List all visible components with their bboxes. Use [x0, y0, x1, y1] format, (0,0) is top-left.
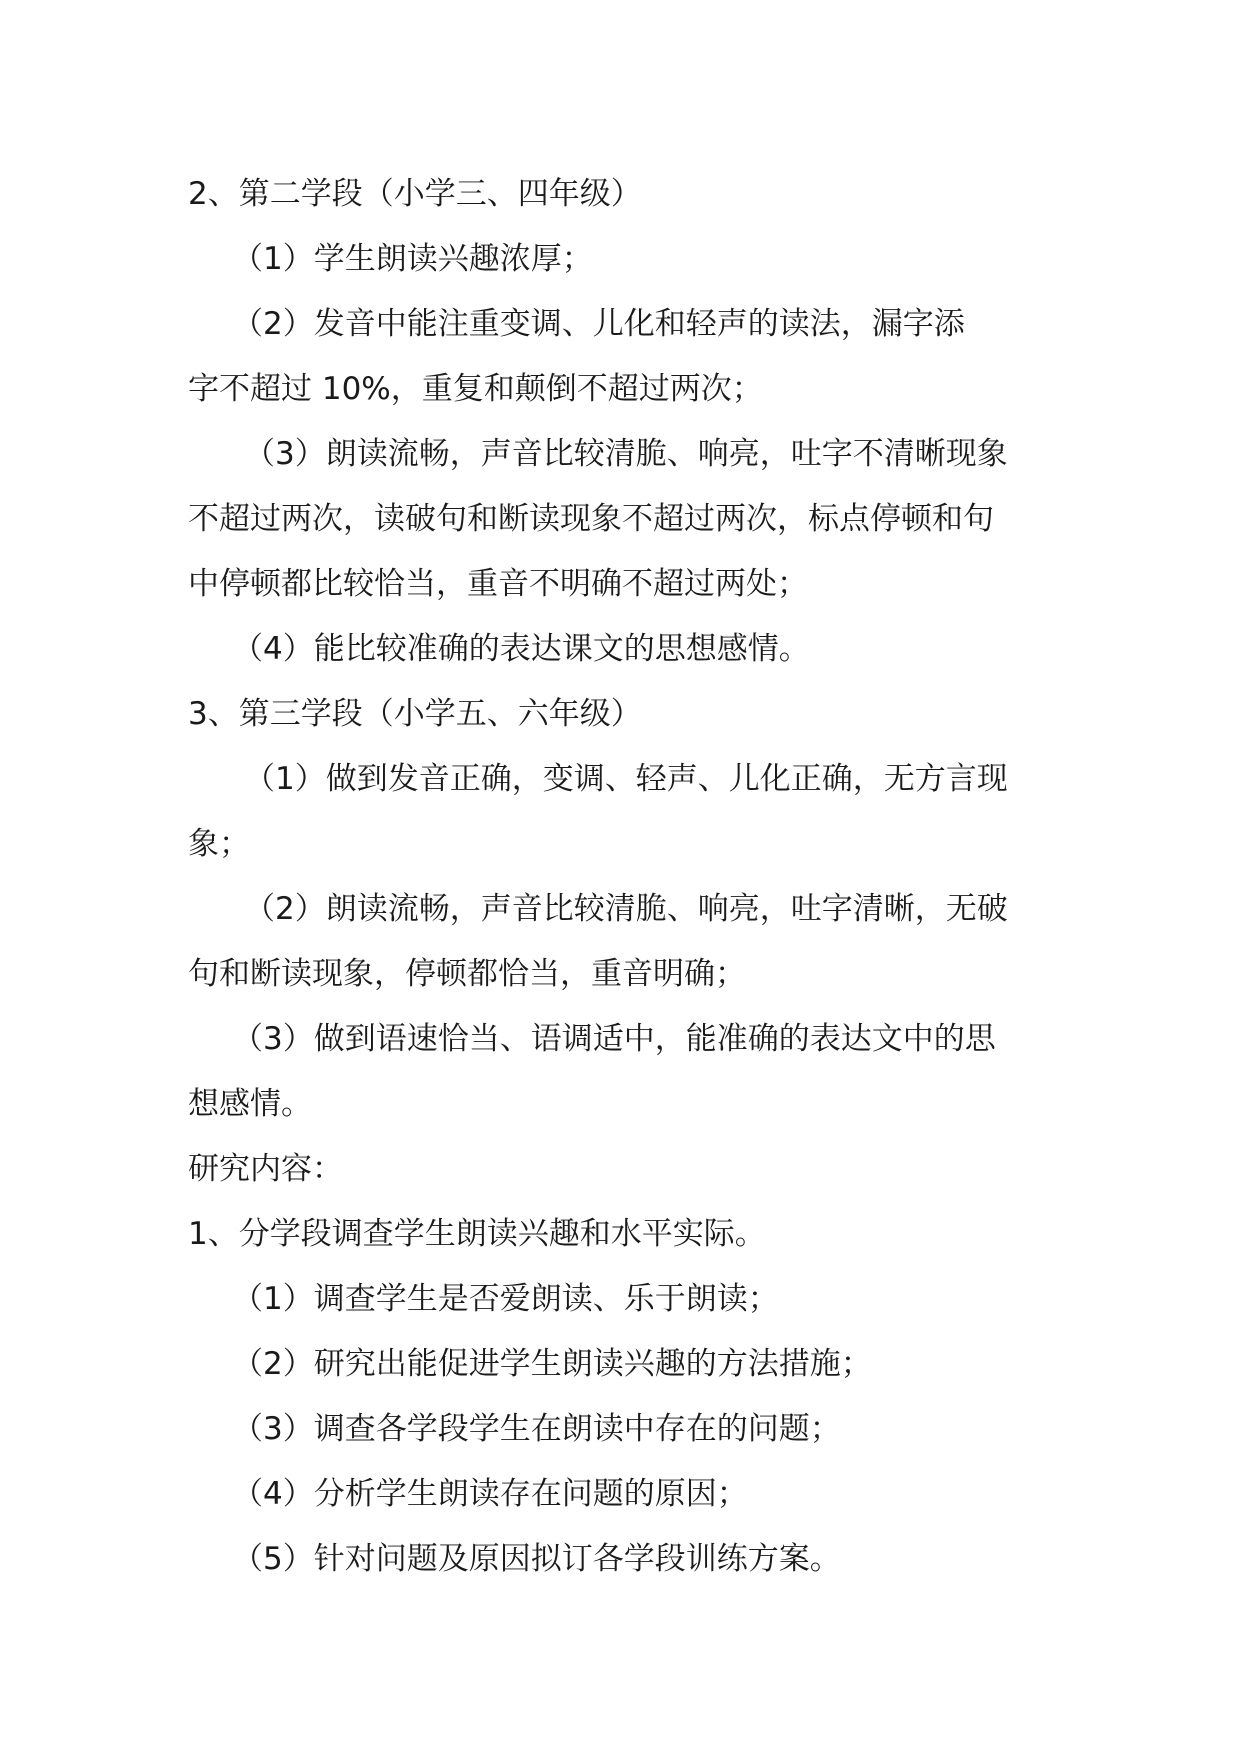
- list-item-continuation: 象；: [188, 826, 250, 862]
- list-item: （4）分析学生朗读存在问题的原因；: [232, 1476, 748, 1512]
- list-item-continuation: 字不超过 10%，重复和颠倒不超过两次；: [188, 371, 763, 407]
- list-item: （2）发音中能注重变调、儿化和轻声的读法，漏字添: [232, 306, 965, 342]
- list-item-continuation: 不超过两次，读破句和断读现象不超过两次，标点停顿和句: [188, 501, 994, 537]
- list-item: （2）研究出能促进学生朗读兴趣的方法措施；: [232, 1346, 872, 1382]
- list-item: （1）做到发音正确，变调、轻声、儿化正确，无方言现: [244, 761, 1008, 797]
- list-item: （4）能比较准确的表达课文的思想感情。: [232, 631, 810, 667]
- list-item: （5）针对问题及原因拟订各学段训练方案。: [232, 1541, 841, 1577]
- section-heading-stage-3: 3、第三学段（小学五、六年级）: [188, 696, 642, 732]
- list-item-continuation: 中停顿都比较恰当，重音不明确不超过两处；: [188, 566, 808, 602]
- section-heading-stage-2: 2、第二学段（小学三、四年级）: [188, 176, 642, 212]
- list-item-continuation: 想感情。: [188, 1086, 312, 1122]
- document-body: [188, 162, 1063, 1592]
- list-item: （2）朗读流畅，声音比较清脆、响亮，吐字清晰，无破: [244, 891, 1008, 927]
- list-item: （1）调查学生是否爱朗读、乐于朗读；: [232, 1281, 779, 1317]
- list-item: （3）调查各学段学生在朗读中存在的问题；: [232, 1411, 841, 1447]
- section-heading-research-content: 研究内容：: [188, 1151, 343, 1187]
- list-item: （1）学生朗读兴趣浓厚；: [232, 241, 593, 277]
- list-item: （3）朗读流畅，声音比较清脆、响亮，吐字不清晰现象: [244, 436, 1008, 472]
- list-item-continuation: 句和断读现象，停顿都恰当，重音明确；: [188, 956, 746, 992]
- numbered-heading: 1、分学段调查学生朗读兴趣和水平实际。: [188, 1216, 766, 1252]
- list-item: （3）做到语速恰当、语调适中，能准确的表达文中的思: [232, 1021, 996, 1057]
